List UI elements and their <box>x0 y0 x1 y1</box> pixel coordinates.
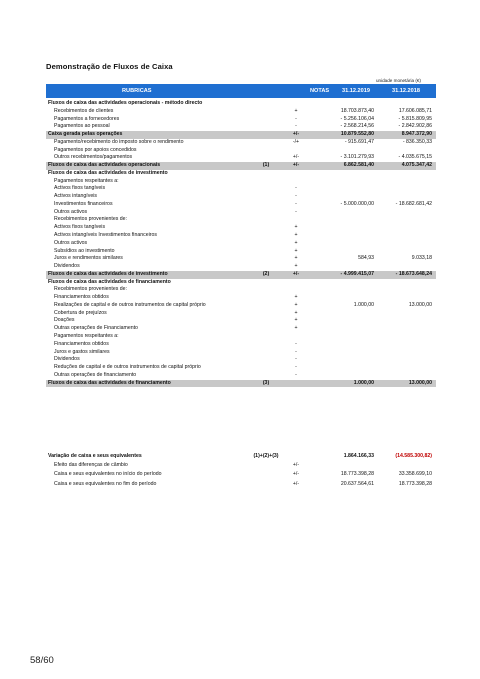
row-value-2018: 13.000,00 <box>408 301 432 308</box>
table-row <box>46 271 436 279</box>
row-sign: - <box>295 208 297 215</box>
table-row <box>46 356 436 364</box>
table-row <box>46 209 436 217</box>
row-label: Dividendos <box>54 356 80 363</box>
row-sign: + <box>294 263 298 270</box>
row-sign: - <box>295 200 297 207</box>
row-note: (2) <box>262 270 270 277</box>
row-label: Outros activos <box>54 239 88 246</box>
table-row <box>46 178 436 186</box>
row-value-2019: 1.000,00 <box>353 301 374 308</box>
row-sign: - <box>295 193 297 200</box>
cash-variation-table <box>46 452 436 489</box>
row-note: (1) <box>262 162 270 169</box>
row-label: Financiamentos obtidos <box>54 294 109 301</box>
row-sign: - <box>295 185 297 192</box>
table-row <box>46 216 436 224</box>
row-label: Doações <box>54 317 75 324</box>
table-row <box>46 349 436 357</box>
row-sign: +/- <box>292 154 300 161</box>
row-sign: + <box>294 224 298 231</box>
table-row <box>46 452 436 461</box>
row-sign: + <box>294 107 298 114</box>
row-sign: +/- <box>292 480 300 487</box>
header-rubricas: RUBRICAS <box>122 88 152 94</box>
row-value-2018: - 18.682.681,42 <box>395 200 432 207</box>
row-label: Realizações de capital e de outros instrumentos de capital próprio <box>54 301 206 308</box>
row-value-2018: 17.606.085,71 <box>398 107 432 114</box>
row-label: Outras operações de financiamento <box>54 371 137 378</box>
page-number: 58/60 <box>30 655 54 666</box>
row-label: Fluxos de caixa das actividades de investimento <box>48 270 168 277</box>
row-sign: + <box>294 309 298 316</box>
table-row <box>46 170 436 178</box>
header-col1: 31.12.2019 <box>342 88 370 94</box>
table-row <box>46 116 436 124</box>
table-row <box>46 255 436 263</box>
row-value-2018: - 5.815.809,95 <box>398 115 432 122</box>
row-sign: - <box>295 364 297 371</box>
row-sign: - <box>295 356 297 363</box>
row-sign: - <box>295 348 297 355</box>
row-label: Investimentos financeiros <box>54 200 113 207</box>
table-row <box>46 131 436 139</box>
row-label: Fluxos de caixa das actividades de financiamento <box>48 379 171 386</box>
row-label: Outros recebimentos/pagamentos <box>54 154 133 161</box>
row-label: Activos intangíveis <box>54 193 97 200</box>
row-label: Recebimentos provenientes de: <box>54 216 127 223</box>
row-sign: + <box>294 325 298 332</box>
row-label: Cobertura de prejuízos <box>54 309 107 316</box>
row-label: Caixa gerada pelas operações <box>48 131 123 138</box>
table-row <box>46 470 436 479</box>
row-sign: + <box>294 247 298 254</box>
row-note: (3) <box>262 379 270 386</box>
page-title: Demonstração de Fluxos de Caixa <box>46 62 173 71</box>
row-sign: + <box>294 317 298 324</box>
row-sign: +/- <box>292 471 300 478</box>
row-value-2019: - 3.101.279,93 <box>340 154 374 161</box>
table-row <box>46 224 436 232</box>
row-value-2019: 18.773.398,28 <box>340 471 374 478</box>
table-row <box>46 154 436 162</box>
row-sign: + <box>294 239 298 246</box>
table-row <box>46 232 436 240</box>
unit-label: unidade monetária (€) <box>376 78 421 83</box>
row-label: Fluxos de caixa das actividades operacionais - método directo <box>48 100 203 106</box>
table-row <box>46 100 436 108</box>
table-row <box>46 279 436 287</box>
row-label: Fluxos de caixa das actividades de investimento <box>48 169 168 176</box>
row-sign: +/- <box>292 270 300 277</box>
row-value-2019: 10.879.552,80 <box>340 131 374 138</box>
row-sign: + <box>294 294 298 301</box>
row-sign: +/- <box>292 131 300 138</box>
row-value-2018: - 4.035.675,15 <box>398 154 432 161</box>
row-value-2019: 18.703.873,40 <box>340 107 374 114</box>
table-row <box>46 123 436 131</box>
row-value-2018: - 2.842.902,86 <box>398 123 432 130</box>
row-label: Recebimentos de clientes <box>54 107 114 114</box>
table-row <box>46 302 436 310</box>
row-label: Dividendos <box>54 263 80 270</box>
table-row <box>46 108 436 116</box>
table-row <box>46 193 436 201</box>
row-value-2019: - 915.691,47 <box>344 138 374 145</box>
row-value-2018: (14.585.300,82) <box>395 453 432 459</box>
row-label: Fluxos de caixa das actividades operacionais <box>48 162 161 169</box>
row-value-2019: 584,93 <box>358 255 374 262</box>
row-label: Caixa e seus equivalentes no fim do período <box>54 480 157 487</box>
row-sign: - <box>295 123 297 130</box>
row-value-2018: 9.033,18 <box>411 255 432 262</box>
row-sign: + <box>294 232 298 239</box>
header-notas: NOTAS <box>310 88 330 94</box>
row-sign: +/- <box>292 162 300 169</box>
row-value-2018: 18.773.398,28 <box>398 480 432 487</box>
row-value-2018: 8.947.372,90 <box>401 131 432 138</box>
row-value-2018: - 18.673.648,24 <box>395 270 432 277</box>
table-row <box>46 317 436 325</box>
table-row <box>46 286 436 294</box>
row-label: Recebimentos provenientes de: <box>54 286 127 293</box>
row-sign: - <box>295 115 297 122</box>
row-sign: -/+ <box>292 138 300 145</box>
row-label: Variação de caixa e seus equivalentes <box>48 453 142 459</box>
row-value-2019: 1.000,00 <box>353 379 374 386</box>
row-value-2018: - 836.350,33 <box>402 138 432 145</box>
row-label: Pagamento/recebimento do imposto sobre o rendimento <box>54 138 184 145</box>
row-label: Fluxos de caixa das actividades de financiamento <box>48 278 171 285</box>
row-sign: + <box>294 301 298 308</box>
row-value-2018: 33.358.699,10 <box>398 471 432 478</box>
row-label: Pagamentos respeitantes a: <box>54 332 119 339</box>
row-label: Caixa e seus equivalentes no início do período <box>54 471 162 478</box>
table-row <box>46 325 436 333</box>
table-row <box>46 364 436 372</box>
row-label: Activos intangíveis Investimentos financeiros <box>54 232 157 239</box>
cash-flow-table <box>46 100 436 387</box>
row-value-2018: 4.075.347,42 <box>401 162 432 169</box>
table-row <box>46 139 436 147</box>
table-row <box>46 341 436 349</box>
table-row <box>46 461 436 470</box>
table-row <box>46 380 436 388</box>
table-header <box>46 84 436 98</box>
row-label: Pagamentos por apoios concedidos <box>54 146 137 153</box>
row-label: Outras operações de Financiamento <box>54 325 138 332</box>
row-label: Financiamentos obtidos <box>54 340 109 347</box>
table-row <box>46 294 436 302</box>
row-label: Subsídios ao investimento <box>54 247 115 254</box>
row-note: (1)+(2)+(3) <box>253 453 279 459</box>
header-col2: 31.12.2018 <box>392 88 420 94</box>
row-sign: - <box>295 371 297 378</box>
table-row <box>46 333 436 341</box>
table-row <box>46 480 436 489</box>
row-value-2019: 6.862.581,40 <box>343 162 374 169</box>
table-row <box>46 162 436 170</box>
row-label: Pagamentos respeitantes a: <box>54 177 119 184</box>
table-row <box>46 147 436 155</box>
table-row <box>46 248 436 256</box>
row-label: Outros activos <box>54 208 88 215</box>
table-row <box>46 185 436 193</box>
row-label: Efeito das diferenças de câmbio <box>54 462 128 469</box>
row-value-2018: 13.000,00 <box>408 379 432 386</box>
row-label: Juros e gastos similares <box>54 348 110 355</box>
row-value-2019: - 2.568.214,56 <box>340 123 374 130</box>
row-label: Activos fixos tangíveis <box>54 224 106 231</box>
table-row <box>46 372 436 380</box>
row-label: Activos fixos tangíveis <box>54 185 106 192</box>
row-value-2019: 20.637.564,61 <box>340 480 374 487</box>
row-sign: + <box>294 255 298 262</box>
table-row <box>46 240 436 248</box>
row-sign: +/- <box>292 462 300 469</box>
row-value-2019: 1.864.166,33 <box>343 453 374 459</box>
row-value-2019: - 5.256.106,04 <box>340 115 374 122</box>
row-sign: - <box>295 340 297 347</box>
table-row <box>46 310 436 318</box>
row-label: Juros e rendimentos similares <box>54 255 123 262</box>
row-label: Reduções de capital e de outros instrumentos de capital próprio <box>54 364 201 371</box>
row-label: Pagamentos a fornecedores <box>54 115 120 122</box>
table-row <box>46 201 436 209</box>
row-value-2019: - 5.000.000,00 <box>340 200 374 207</box>
table-row <box>46 263 436 271</box>
row-value-2019: - 4.999.415,07 <box>340 270 374 277</box>
row-label: Pagamentos ao pessoal <box>54 123 110 130</box>
